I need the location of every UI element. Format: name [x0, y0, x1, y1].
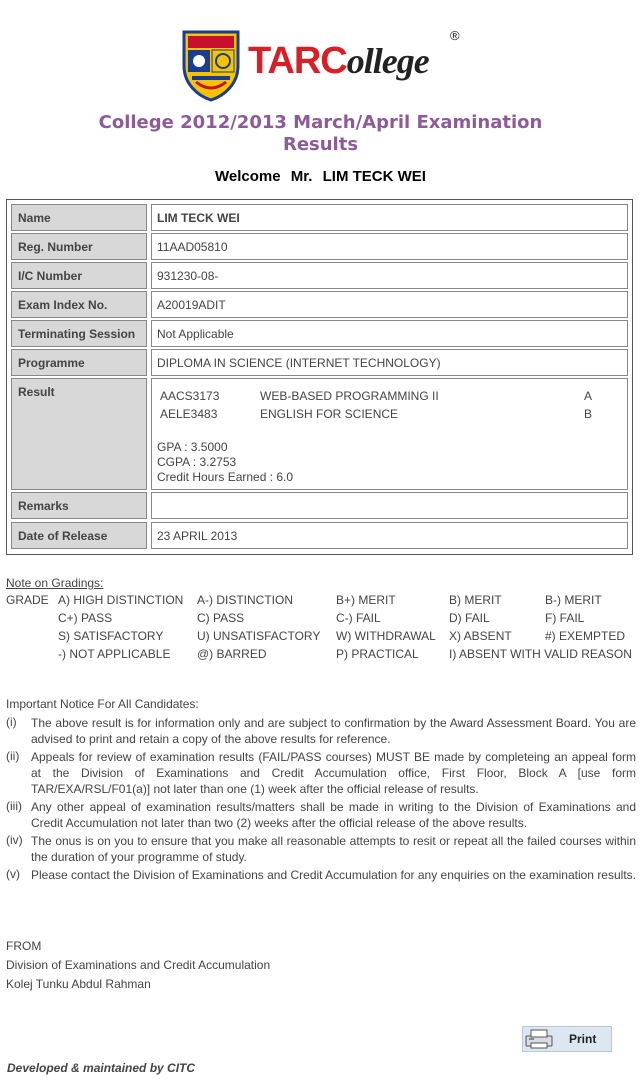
from-division: Division of Examinations and Credit Accumulation [6, 958, 271, 972]
from-college: Kolej Tunku Abdul Rahman [6, 977, 151, 991]
grade-item: C+) PASS [58, 611, 113, 625]
value-reg-number: 11AAD05810 [151, 233, 628, 260]
college-logo [182, 28, 472, 104]
notice-text: Please contact the Division of Examinations and Credit Accumulation for any enquiries on the examination results. [31, 868, 636, 882]
row-ic-number [11, 262, 628, 289]
row-exam-index [11, 291, 628, 318]
value-exam-index: A20019ADIT [151, 291, 628, 318]
row-name [11, 204, 628, 231]
grade-item: -) NOT APPLICABLE [58, 647, 171, 661]
row-reg-number [11, 233, 628, 260]
notice-number: (v) [6, 867, 20, 881]
label-date-of-release: Date of Release [11, 522, 147, 549]
print-button[interactable] [522, 1026, 612, 1052]
printer-icon [525, 1029, 553, 1049]
gradings-title: Note on Gradings: [6, 576, 104, 590]
row-result [11, 378, 628, 490]
grade-item: W) WITHDRAWAL [336, 629, 436, 643]
grade-item: @) BARRED [197, 647, 267, 661]
grade-item: A) HIGH DISTINCTION [58, 593, 184, 607]
notice-text: Any other appeal of examination results/matters shall be made in writing to the Division of Examinations and Credit Accumulation not later than two (2) weeks after the official release of the above results. [31, 800, 636, 830]
title-line-2: Results [282, 134, 359, 155]
notice-text: Appeals for review of examination results (FAIL/PASS courses) MUST BE made by completeing an appeal form at the Division of Examinations and Credit Accumulation office, First Floor, Block A [use form TAR/EXA/RSL/F01(a)] not later than one (1) week after the official release of results. [31, 750, 636, 796]
value-date-of-release: 23 APRIL 2013 [151, 522, 628, 549]
grade-item: A-) DISTINCTION [197, 593, 293, 607]
cgpa: CGPA : 3.2753 [157, 455, 237, 469]
grade-item: X) ABSENT [449, 629, 512, 643]
welcome-name: LIM TECK WEI [322, 168, 426, 185]
course-name: ENGLISH FOR SCIENCE [260, 407, 399, 421]
label-reg-number: Reg. Number [11, 233, 147, 260]
grade-item: C-) FAIL [336, 611, 381, 625]
credit-hours: Credit Hours Earned : 6.0 [157, 470, 294, 484]
value-programme: DIPLOMA IN SCIENCE (INTERNET TECHNOLOGY) [151, 349, 628, 376]
label-ic-number: I/C Number [11, 262, 147, 289]
notice-number: (ii) [6, 749, 20, 763]
course-grade: B [584, 407, 593, 421]
grade-item: B-) MERIT [545, 593, 602, 607]
notice-text: The above result is for information only and are subject to confirmation by the Award Assessment Board. You are advised to print and retain a copy of the above results for reference. [31, 716, 636, 746]
print-label: Print [569, 1032, 597, 1046]
course-name: WEB-BASED PROGRAMMING II [260, 389, 439, 403]
notice-number: (i) [6, 715, 17, 729]
value-result [151, 378, 628, 490]
grade-item: C) PASS [197, 611, 245, 625]
label-result: Result [11, 378, 147, 490]
welcome-salutation: Mr. [290, 168, 313, 185]
row-programme [11, 349, 628, 376]
notice-number: (iv) [6, 833, 23, 847]
label-terminating-session: Terminating Session [11, 320, 147, 347]
result-table [6, 199, 633, 555]
value-remarks [151, 492, 628, 519]
title-line-1: College 2012/2013 March/April Examination [98, 112, 543, 133]
grade-item: S) SATISFACTORY [58, 629, 164, 643]
course-grade: A [584, 389, 593, 403]
welcome-word: Welcome [215, 168, 281, 185]
value-name: LIM TECK WEI [151, 204, 628, 231]
notice-text: The onus is on you to ensure that you make all reasonable attempts to resit or repeat all the failed courses within the duration of your programme of study. [31, 834, 636, 864]
course-code: AELE3483 [160, 407, 218, 421]
row-remarks [11, 492, 628, 519]
row-terminating-session [11, 320, 628, 347]
grade-item: P) PRACTICAL [336, 647, 419, 661]
label-remarks: Remarks [11, 492, 147, 519]
label-programme: Programme [11, 349, 147, 376]
page-title [0, 112, 641, 156]
logo-college-text: ollege [346, 41, 429, 81]
notice-heading: Important Notice For All Candidates: [6, 697, 199, 711]
label-name: Name [11, 204, 147, 231]
label-exam-index: Exam Index No. [11, 291, 147, 318]
row-date-of-release [11, 522, 628, 549]
grade-item: B+) MERIT [336, 593, 396, 607]
grade-item: U) UNSATISFACTORY [197, 629, 321, 643]
grade-label: GRADE [6, 593, 49, 607]
crest-icon [182, 28, 240, 102]
logo-tar-text: TARC [248, 40, 347, 82]
from-label: FROM [6, 939, 42, 953]
footer-credit: Developed & maintained by CITC [7, 1061, 196, 1075]
grade-item: #) EXEMPTED [545, 629, 626, 643]
value-terminating-session: Not Applicable [151, 320, 628, 347]
registered-mark: ® [450, 28, 460, 43]
welcome-message [0, 168, 641, 185]
value-ic-number: 931230-08- [151, 262, 628, 289]
notice-number: (iii) [6, 799, 22, 813]
gpa: GPA : 3.5000 [157, 440, 228, 454]
grade-item: D) FAIL [449, 611, 490, 625]
course-code: AACS3173 [160, 389, 220, 403]
grade-item: F) FAIL [545, 611, 585, 625]
grade-item: B) MERIT [449, 593, 502, 607]
grade-item: I) ABSENT WITH VALID REASON [449, 647, 632, 661]
